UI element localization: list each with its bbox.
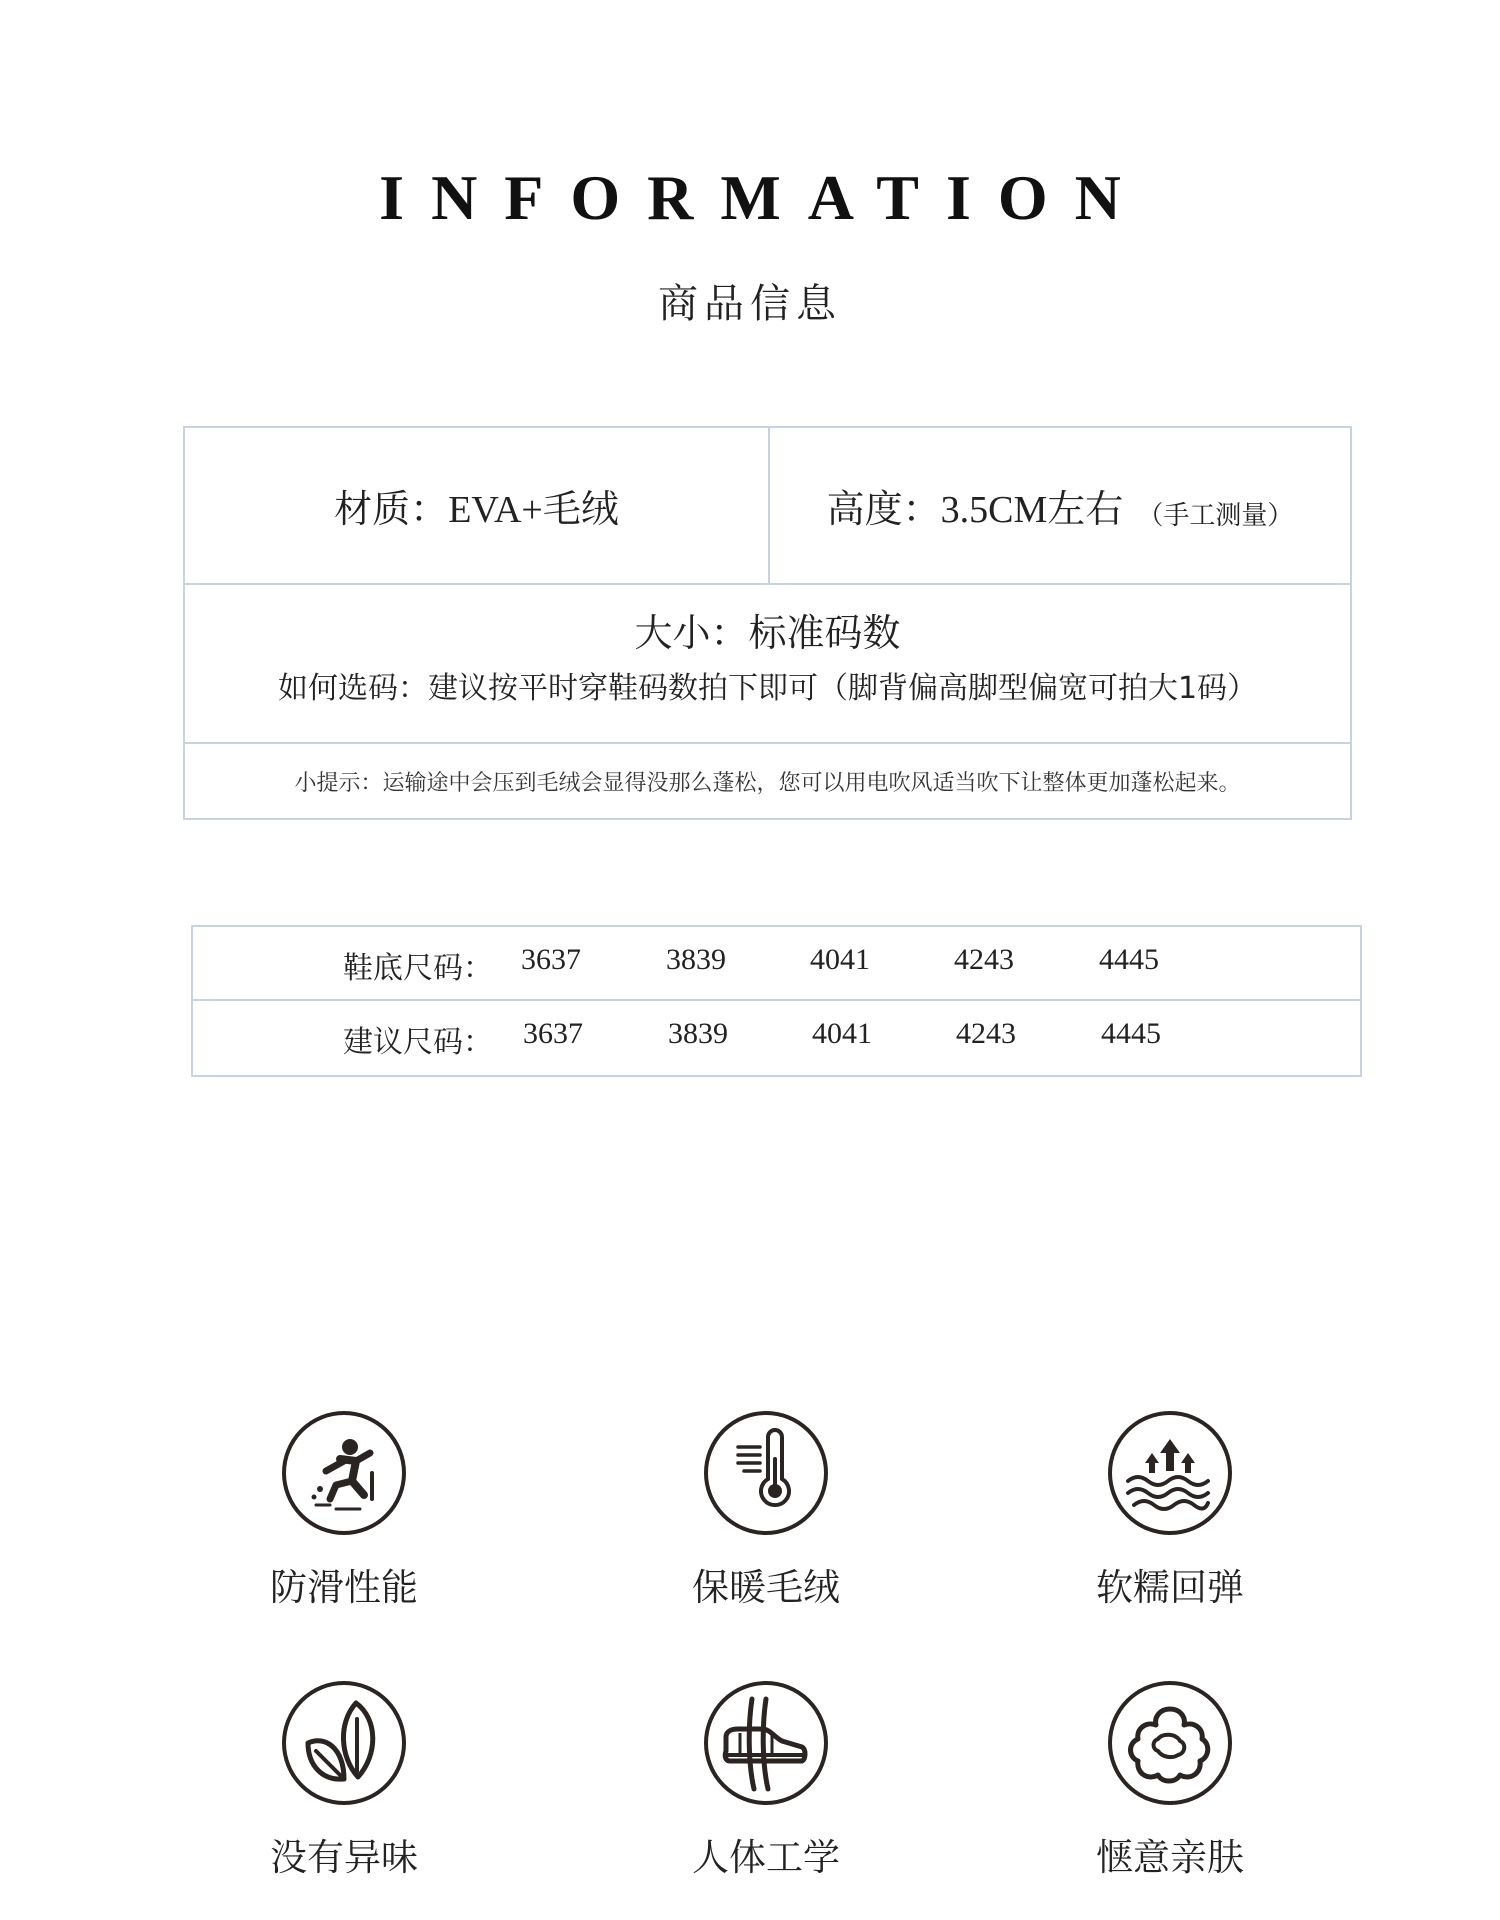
- size-cell: 3839: [668, 1017, 728, 1050]
- feature-label: 软糯回弹: [1096, 1566, 1244, 1609]
- tip-text: 小提示：运输途中会压到毛绒会显得没那么蓬松，您可以用电吹风适当吹下让整体更加蓬松起来。: [294, 770, 1241, 796]
- feature-circle: [282, 1411, 406, 1535]
- feature-label: 防滑性能: [270, 1566, 418, 1609]
- feature-circle: [704, 1411, 828, 1535]
- feature-label: 没有异味: [270, 1836, 418, 1879]
- table-row: [193, 927, 1360, 1001]
- cloud-cotton-icon: [1112, 1685, 1228, 1801]
- size-advice: 如何选码：建议按平时穿鞋码数拍下即可（脚背偏高脚型偏宽可拍大1码）: [277, 671, 1258, 706]
- feature-circle: [1108, 1411, 1232, 1535]
- size-cell: 3637: [523, 1017, 583, 1050]
- table-row: [193, 1001, 1360, 1073]
- product-info-box: [183, 426, 1352, 820]
- feature-warm-plush: [619, 1411, 919, 1641]
- feature-no-odor: [197, 1681, 497, 1911]
- height-text: [827, 478, 1294, 533]
- size-cell: 4041: [810, 943, 870, 976]
- height-note: （手工测量）: [1137, 501, 1294, 531]
- sole-size-label: 鞋底尺码：: [343, 951, 493, 986]
- leaves-icon: [286, 1685, 402, 1801]
- size-cell: 4243: [956, 1017, 1016, 1050]
- rebound-arrows-icon: [1112, 1415, 1228, 1531]
- material-label: 材质：: [334, 487, 449, 531]
- size-cell: 4445: [1099, 943, 1159, 976]
- size-cell: 3637: [521, 943, 581, 976]
- feature-label: 人体工学: [692, 1836, 840, 1879]
- info-row-tip: [185, 744, 1350, 818]
- material-cell: [185, 428, 770, 583]
- suggested-size-label: 建议尺码：: [343, 1025, 493, 1060]
- size-title: 大小：标准码数: [634, 611, 901, 655]
- size-cell: 4243: [954, 943, 1014, 976]
- feature-circle: [704, 1681, 828, 1805]
- page-subtitle: 商品信息: [658, 281, 842, 327]
- feature-circle: [282, 1681, 406, 1805]
- height-label: 高度：: [826, 487, 941, 531]
- info-row-material-height: [185, 428, 1350, 585]
- shoe-ergonomic-icon: [708, 1685, 824, 1801]
- height-cell: [770, 428, 1350, 583]
- size-cell: 3839: [666, 943, 726, 976]
- feature-label: 惬意亲肤: [1096, 1836, 1244, 1879]
- height-value: 3.5CM左右: [940, 489, 1124, 531]
- feature-ergonomic: [619, 1681, 919, 1911]
- slip-person-icon: [286, 1415, 402, 1531]
- material-value: EVA+毛绒: [448, 489, 619, 531]
- feature-skin-friendly: [1023, 1681, 1323, 1911]
- size-table: [191, 925, 1362, 1077]
- size-cell: 4041: [812, 1017, 872, 1050]
- size-cell: 4445: [1101, 1017, 1161, 1050]
- material-text: [334, 478, 619, 533]
- feature-soft-rebound: [1023, 1411, 1323, 1641]
- feature-label: 保暖毛绒: [692, 1566, 840, 1609]
- page-title: INFORMATION: [379, 162, 1148, 233]
- feature-anti-slip: [197, 1411, 497, 1641]
- feature-circle: [1108, 1681, 1232, 1805]
- thermometer-icon: [708, 1415, 824, 1531]
- info-row-size: [185, 585, 1350, 744]
